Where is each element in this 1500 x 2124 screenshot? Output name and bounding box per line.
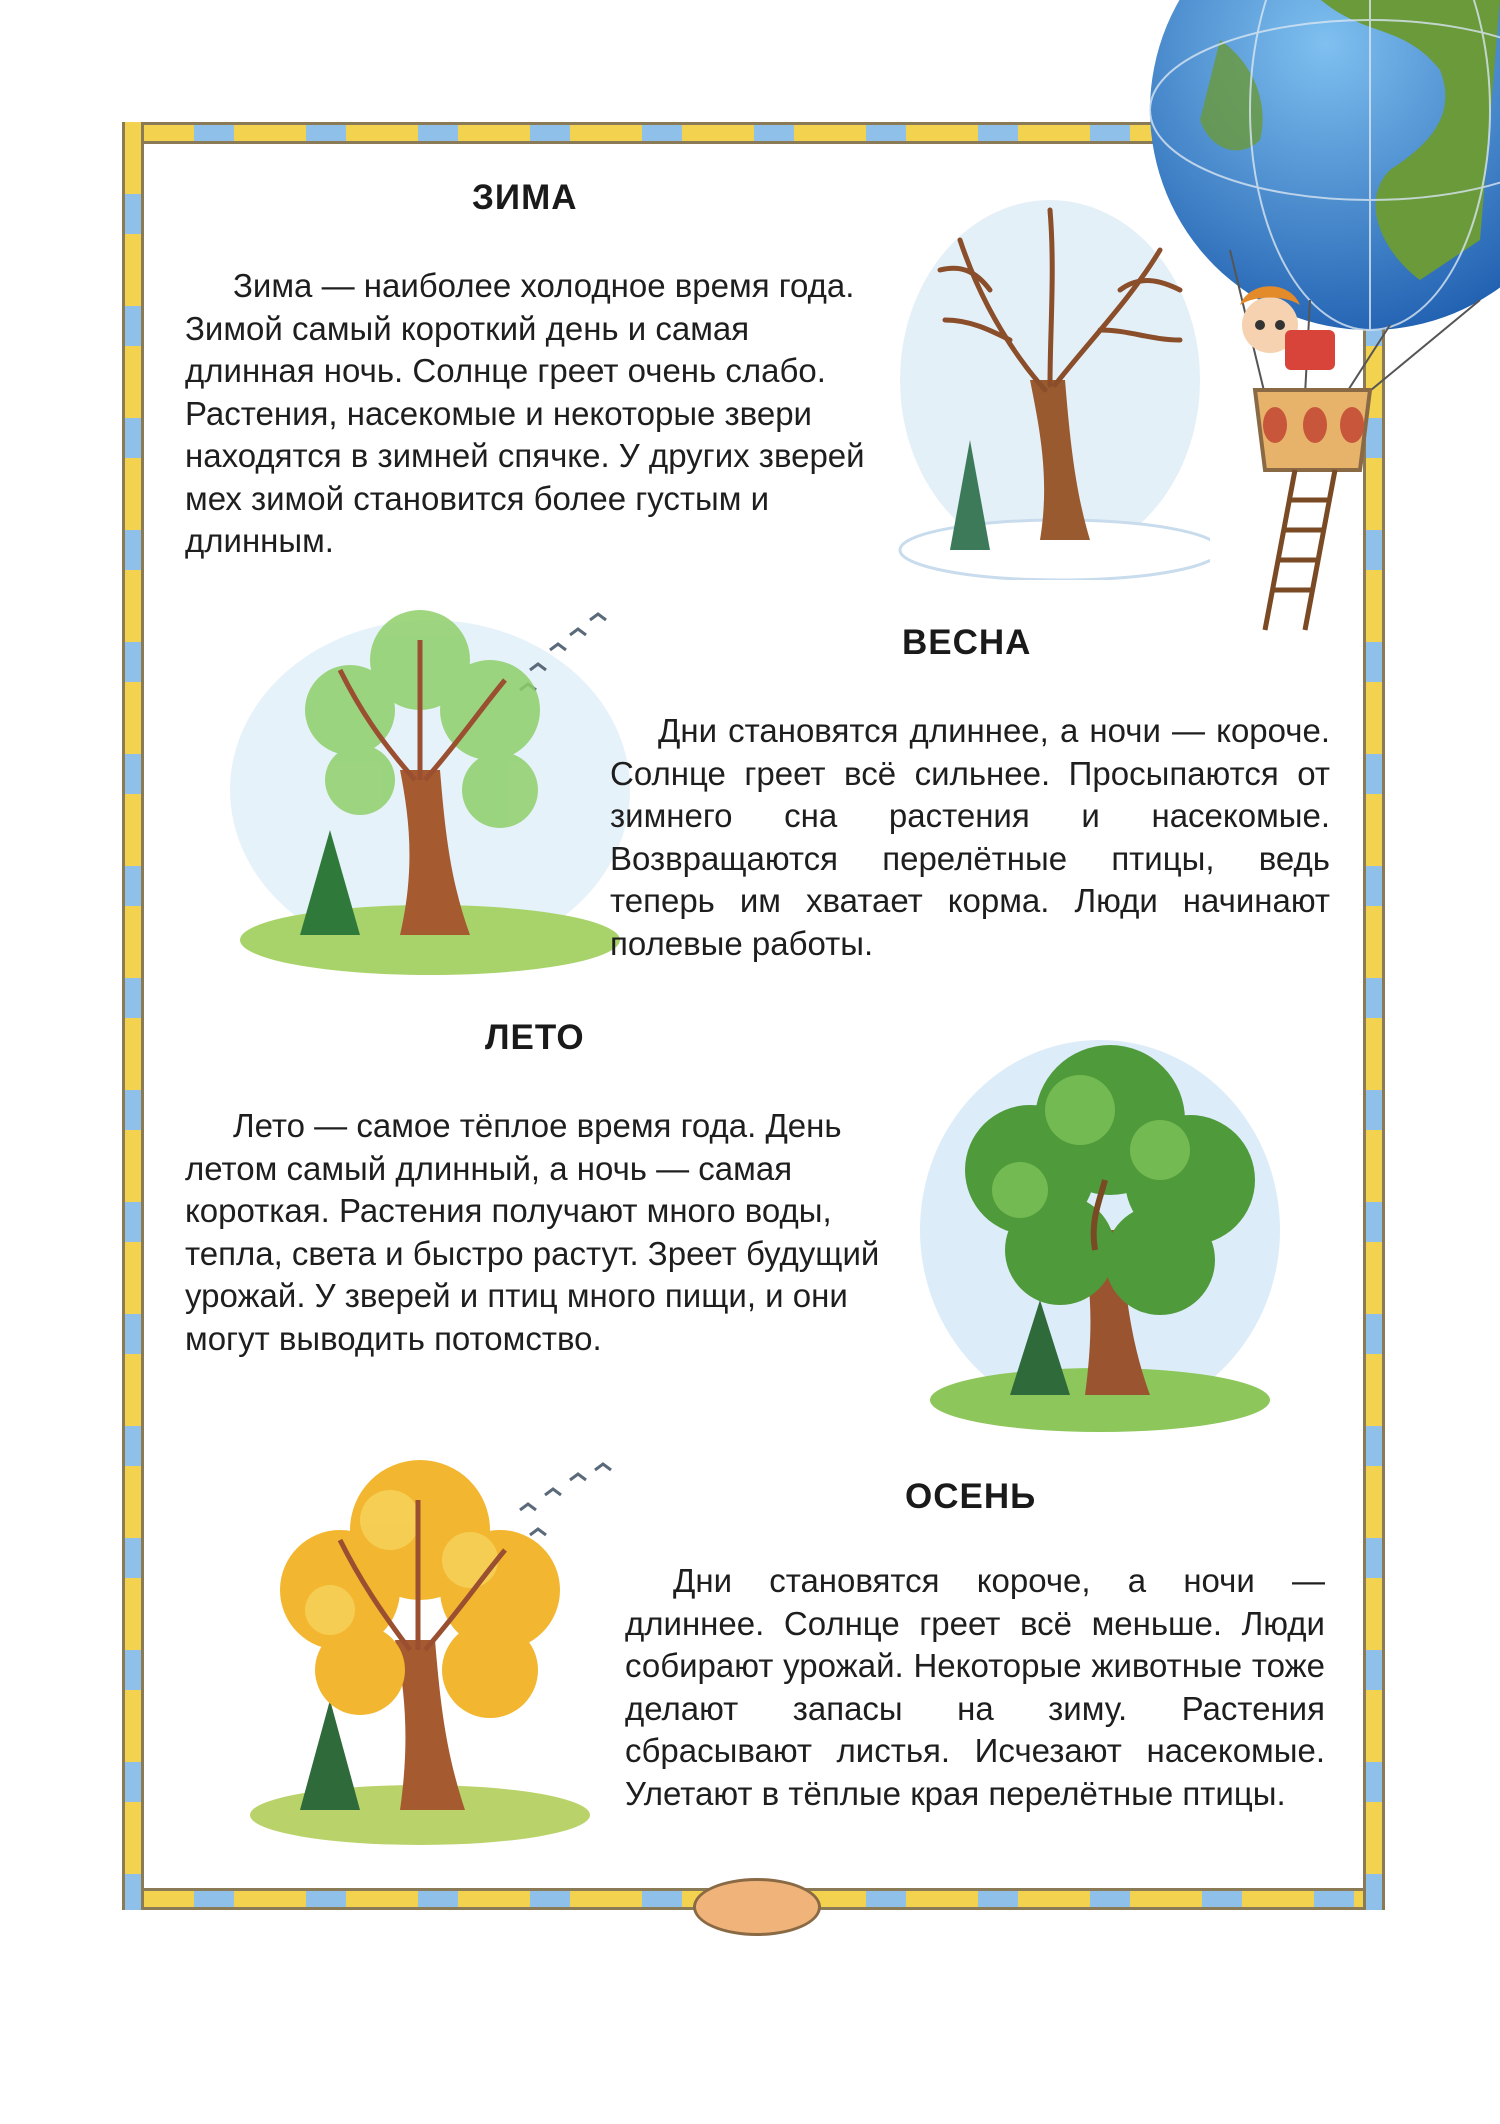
autumn-text: Дни становятся короче, а ночи — длиннее. Солнце греет всё меньше. Люди собирают урожай. Некоторые животные тоже делают запасы на зиму. Растения сбрасывают листья. Исчезают насекомые. Улетают в тёплые края перелётные птицы. (625, 1562, 1325, 1812)
summer-title: ЛЕТО (485, 1018, 585, 1057)
spring-text: Дни становятся длиннее, а ночи — короче. Солнце греет всё сильнее. Просыпаются от зимнего сна растения и насекомые. Возвращаются перелётные птицы, ведь теперь им хватает корма. Люди начинают полевые работы. (610, 712, 1330, 962)
border-left (122, 122, 144, 1910)
summer-text: Лето — самое тёплое время года. День летом самый длинный, а ночь — самая короткая. Растения получают много воды, тепла, света и быстро растут. Зреет будущий урожай. У зверей и птиц много пищи, и они могут выводить потомство. (185, 1107, 880, 1357)
summer-tree-icon (910, 1020, 1290, 1440)
autumn-title: ОСЕНЬ (905, 1477, 1037, 1516)
spring-title: ВЕСНА (902, 623, 1032, 662)
page-number-oval (693, 1878, 821, 1936)
winter-text: Зима — наиболее холодное время года. Зимой самый короткий день и самая длинная ночь. Солнце греет очень слабо. Растения, насекомые и некоторые звери находятся в зимней спячке. У других зверей мех зимой становится более густым и длинным. (185, 267, 865, 559)
autumn-tree-icon (230, 1440, 650, 1860)
winter-tree-icon (890, 180, 1210, 580)
spring-tree-icon (220, 590, 640, 990)
winter-title: ЗИМА (472, 178, 578, 217)
